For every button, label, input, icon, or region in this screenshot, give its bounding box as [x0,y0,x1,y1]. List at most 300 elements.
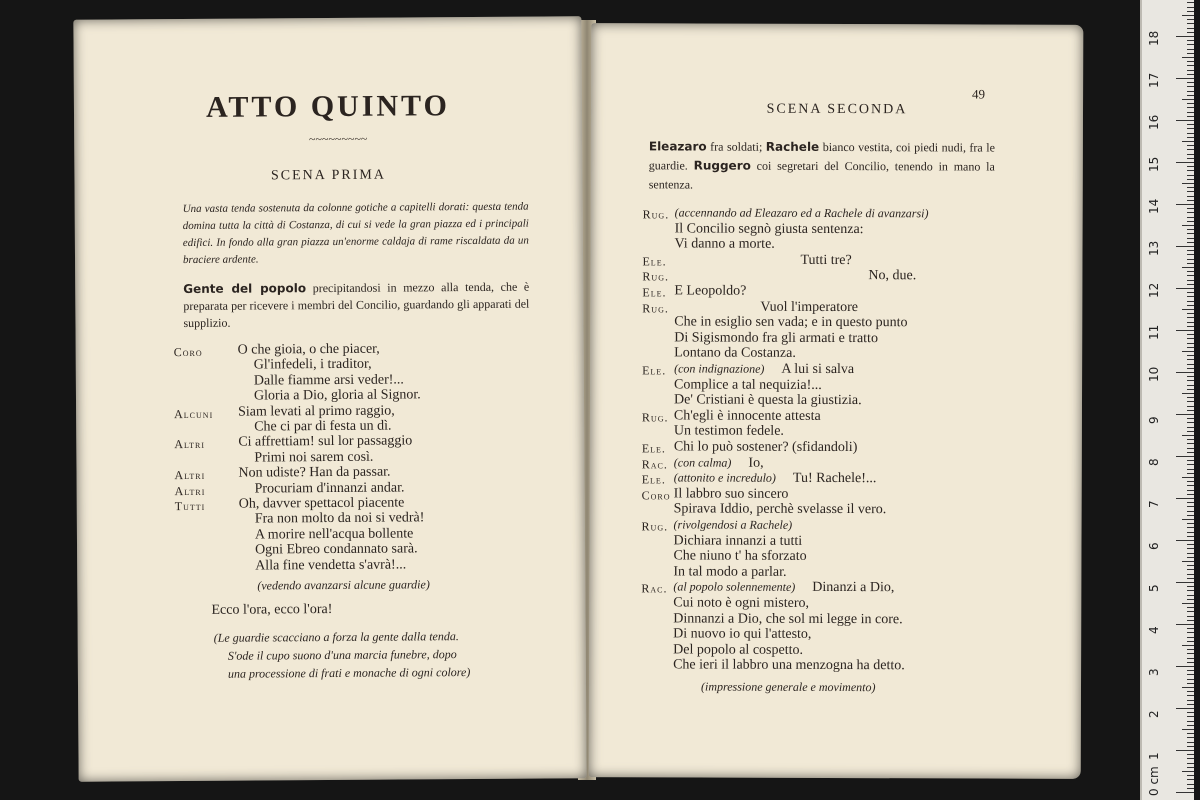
verse-text: Dinanzi a Dio, [812,580,895,596]
ruler-tick [1187,40,1194,41]
verse-line: Ci affrettiam! sul lor passaggio [238,433,413,451]
ruler-tick [1187,452,1194,453]
verse-text: Complice a tal nequizia!... [674,377,822,393]
ruler-tick [1187,145,1194,146]
verse-text: Vi danno a morte. [674,236,775,252]
ruler-tick [1187,217,1194,218]
ruler-tick [1187,301,1194,302]
left-page [73,16,586,782]
verse-text: A lui si salva [781,361,855,378]
ruler-tick [1187,259,1194,260]
dialogue-line [673,549,806,565]
ruler-tick [1187,494,1194,495]
ruler-tick [1187,410,1194,411]
ruler-tick [1187,620,1194,621]
ruler-tick [1176,288,1194,289]
ruler-tick [1187,385,1194,386]
ruler-tick [1187,607,1194,608]
verse-line: Gl'infedeli, i traditor, [253,357,372,373]
ruler-tick [1182,561,1194,562]
ruler-tick [1182,645,1194,646]
ruler-tick [1187,296,1194,297]
scene-intro [649,137,995,195]
verse-line: Ogni Ebreo condannato sarà. [255,541,418,558]
ruler-tick [1187,280,1194,281]
ruler-tick [1176,498,1194,499]
stage-note: (accennando ad Eleazaro ed a Rachele di avanzarsi) [674,205,929,221]
intro-text: fra soldati; [710,139,763,154]
ruler-tick [1187,422,1194,423]
ruler-tick [1187,208,1194,209]
dialogue-line [674,283,746,299]
measuring-ruler [1140,0,1194,800]
ruler-tick [1187,742,1194,743]
speaker-name: Altri [174,483,206,498]
ruler-tick [1187,548,1194,549]
ruler-tick [1187,179,1194,180]
ruler-tick [1187,683,1194,684]
ruler-tick [1187,229,1194,230]
verse-text: Spirava Iddio, perchè svelasse il vero. [673,501,887,518]
ruler-tick [1187,469,1194,470]
verse-line: Dalle fiamme arsi veder!... [253,372,404,389]
ruler-number: 13 [1147,240,1161,256]
verse-line: Che ci par di festa un dì. [254,418,392,435]
ruler-tick [1187,502,1194,503]
intro-text: coi segretari del Concilio, tenendo in mano la sentenza. [648,158,995,192]
verse-line: Primi noi sarem così. [254,449,374,466]
dialogue-line [674,361,854,378]
ruler-tick [1187,376,1194,377]
ruler-tick [1187,292,1194,293]
dialogue-line [868,269,916,285]
dialogue-line [673,564,786,580]
ruler-tick [1182,15,1194,16]
verse-text: Cui noto è ogni mistero, [673,595,810,611]
ruler-number: 15 [1147,156,1161,172]
ruler-number: 11 [1147,324,1161,340]
ruler-zero-label: 0 cm [1147,766,1161,796]
ruler-tick [1187,233,1194,234]
intro-text: bianco vestita, coi piedi nudi, fra le guardie. [648,139,995,173]
ruler-tick [1187,82,1194,83]
ruler-tick [1182,351,1194,352]
ruler-tick [1187,61,1194,62]
dialogue-line [673,642,803,658]
ruler-tick [1187,271,1194,272]
ruler-tick [1187,737,1194,738]
stage-note: (impressione generale e movimento) [700,679,876,695]
stage-note: (rivolgendosi a Rachele) [673,517,793,532]
stage-note: (con calma) [673,455,735,470]
ruler-tick [1187,2,1194,3]
verse-text: Vuol l'imperatore [760,299,859,315]
ruler-tick [1187,658,1194,659]
speaker-name: Coro [173,344,203,360]
ruler-tick [1187,595,1194,596]
ruler-tick [1187,574,1194,575]
ruler-tick [1187,523,1194,524]
dialogue-line [674,393,862,410]
ruler-number: 4 [1147,626,1161,634]
dialogue-line [674,315,907,332]
ruler-tick [1187,611,1194,612]
verse-line: Fra non molto da noi si vedrà! [254,510,425,527]
ruler-tick [1187,263,1194,264]
stage-note: (attonito e incredulo) [673,470,779,485]
scene-title: SCENA PRIMA [270,167,386,184]
ruler-tick [1187,212,1194,213]
ruler-tick [1176,120,1194,121]
ruler-number: 1 [1147,752,1161,760]
ruler-tick [1187,28,1194,29]
ruler-tick [1187,238,1194,239]
ruler-tick [1176,750,1194,751]
speaker-name: Rac. [641,581,668,596]
verse-text: E Leopoldo? [674,283,747,299]
stage-note: S'ode il cupo suono d'una marcia funebre, dopo [227,647,457,663]
speaker-name: Altri [174,468,206,483]
verse-text: Il Concilio segnò giusta sentenza: [674,221,864,237]
verse-text: Lontano da Costanza. [674,345,796,362]
verse-line: Gloria a Dio, gloria al Signor. [253,387,421,404]
dialogue-line [673,595,809,611]
stage-note: (vedendo avanzarsi alcune guardie) [257,577,430,593]
ruler-tick [1176,624,1194,625]
verse-text: Dinnanzi a Dio, che sol mi legge in core. [673,611,903,627]
page-number: 49 [972,86,986,102]
ruler-tick [1187,746,1194,747]
dialogue-line [675,237,775,253]
ruler-number: 6 [1147,542,1161,550]
speaker-name: Altri [174,437,206,452]
dialogue-line [674,486,789,502]
speaker-name: Tutti [174,498,206,514]
verse-text: Che ieri il labbro una menzogna ha detto. [673,657,905,674]
ruler-tick [1187,775,1194,776]
dialogue-line [800,253,851,269]
ruler-tick [1187,74,1194,75]
ruler-tick [1182,267,1194,268]
ruler-tick [1187,124,1194,125]
ruler-tick [1187,95,1194,96]
character-name: Rachele [765,139,820,154]
ruler-tick [1187,242,1194,243]
ruler-tick [1187,632,1194,633]
dialogue-line [674,471,877,488]
verse-text: Io, [748,455,764,471]
ruler-tick [1187,11,1194,12]
stage-direction: Una vasta tenda sostenuta da colonne gotiche a capitelli dorati: questa tenda domina tutta la città di Costanza, di cui si vede la gran piazza ed i principali edifici. In fondo alla gran piazza un'enorme caldaja di rame riscaldata da un braciere ardente. [182,200,529,267]
ruler-tick [1187,662,1194,663]
ruler-tick [1187,191,1194,192]
ruler-tick [1182,435,1194,436]
speaker-name: Ele. [642,363,667,378]
ruler-tick [1187,439,1194,440]
ruler-tick [1187,166,1194,167]
ruler-tick [1187,464,1194,465]
ruler-tick [1187,590,1194,591]
ruler-tick [1187,443,1194,444]
verse-line: Non udiste? Han da passar. [238,464,391,481]
verse-text: Un testimon fedele. [673,423,784,440]
ruler-tick [1187,427,1194,428]
ruler-tick [1187,754,1194,755]
ruler-tick [1187,569,1194,570]
ruler-tick [1187,544,1194,545]
ruler-tick [1176,666,1194,667]
ruler-tick [1187,565,1194,566]
character-name: Ruggero [693,158,751,173]
ruler-tick [1187,275,1194,276]
ruler-tick [1187,704,1194,705]
ruler-tick [1187,779,1194,780]
ruler-number: 2 [1147,710,1161,718]
ruler-tick [1182,309,1194,310]
ruler-tick [1187,322,1194,323]
ruler-number: 12 [1147,282,1161,298]
speaker-name: Alcuni [174,406,214,421]
ruler-tick [1176,246,1194,247]
dialogue-line [674,455,764,471]
ruler-tick [1176,582,1194,583]
ruler-tick [1187,763,1194,764]
ruler-tick [1176,330,1194,331]
verse-line: Oh, davver spettacol piacente [238,495,405,512]
verse-line: Siam levati al primo raggio, [238,403,395,420]
dialogue-line [674,502,887,519]
ruler-tick [1187,91,1194,92]
ruler-tick [1182,519,1194,520]
ruler-tick [1187,431,1194,432]
ruler-tick [1182,141,1194,142]
ruler-tick [1182,225,1194,226]
stage-note: (Le guardie scacciano a forza la gente dalla tenda. [213,629,459,645]
ruler-tick [1187,175,1194,176]
ruler-tick [1187,334,1194,335]
speaker-name: Rug. [642,300,669,316]
verse-text: Di nuovo io qui l'attesto, [673,626,812,643]
ruler-tick [1187,53,1194,54]
ruler-tick [1187,343,1194,344]
ruler-tick [1187,674,1194,675]
ruler-tick [1187,679,1194,680]
ruler-tick [1182,771,1194,772]
speaker-name: Rug. [641,410,669,425]
ruler-tick [1187,317,1194,318]
ruler-tick [1176,792,1194,793]
ruler-tick [1187,103,1194,104]
scene-intro [183,279,529,332]
ruler-tick [1187,649,1194,650]
speaker-name: Ele. [642,254,667,269]
ruler-tick [1187,700,1194,701]
speaker-name: Ele. [641,472,666,487]
ruler-tick [1187,355,1194,356]
verse-line: Procuriam d'innanzi andar. [254,480,405,497]
ruler-tick [1187,725,1194,726]
intro-text: precipitandosi in mezzo alla tenda, che è preparata per ricevere i membri del Concilio, guardando gli apparati del supplizio. [183,279,530,331]
speaker-name: Ele. [642,285,667,300]
ruler-tick [1176,456,1194,457]
ruler-tick [1187,616,1194,617]
ruler-tick [1176,708,1194,709]
ruler-tick [1187,460,1194,461]
ruler-tick [1187,691,1194,692]
ruler-tick [1187,70,1194,71]
dialogue-line [673,611,902,628]
verse-text: Dichiara innanzi a tutti [673,533,803,549]
ruler-tick [1182,687,1194,688]
ruler-tick [1187,359,1194,360]
speaker-name: Rug. [642,207,670,222]
ruler-number: 8 [1147,458,1161,466]
ruler-number: 3 [1147,668,1161,676]
ruler-tick [1182,183,1194,184]
dialogue-line [674,408,821,425]
ruler-tick [1187,128,1194,129]
ruler-tick [1187,553,1194,554]
ruler-tick [1187,158,1194,159]
ruler-number: 9 [1147,416,1161,424]
dialogue-line [674,424,784,440]
stage-note: una processione di frati e monache di ogni colore) [227,665,471,681]
ruler-number: 14 [1147,198,1161,214]
dialogue-line [673,533,802,549]
right-page [589,23,1084,779]
ruler-tick [1176,162,1194,163]
verse-line: A morire nell'acqua bollente [254,526,414,543]
ruler-tick [1187,506,1194,507]
ruler-tick [1187,196,1194,197]
ruler-tick [1187,170,1194,171]
dialogue-line [675,221,864,238]
ruler-tick [1187,44,1194,45]
verse-text: Del popolo al cospetto. [673,642,804,658]
verse-line: O che gioia, o che piacer, [237,341,380,358]
ruler-tick [1187,19,1194,20]
ruler-tick [1176,414,1194,415]
ruler-tick [1187,389,1194,390]
dialogue-line [674,517,793,533]
character-name: Eleazaro [648,139,707,154]
ruler-number: 5 [1147,584,1161,592]
verse-text: De' Cristiani è questa la giustizia. [673,392,862,409]
ruler-tick [1176,78,1194,79]
verse-text: Il labbro suo sincero [673,486,789,502]
dialogue-line [674,330,878,347]
ruler-tick [1187,250,1194,251]
ruler-number: 18 [1147,30,1161,46]
ruler-tick [1187,628,1194,629]
dialogue-line [674,346,796,362]
verse-text: Che niuno t' ha sforzato [673,548,807,565]
speaker-name: Ele. [641,441,666,456]
ruler-number: 16 [1147,114,1161,130]
ruler-tick [1187,401,1194,402]
ruler-tick [1187,481,1194,482]
ruler-tick [1187,557,1194,558]
ruler-tick [1187,758,1194,759]
ruler-tick [1187,133,1194,134]
ruler-tick [1187,448,1194,449]
dialogue-line [674,377,822,394]
ruler-tick [1187,397,1194,398]
ruler-tick [1187,347,1194,348]
stage-note: (al popolo solennemente) [673,579,799,595]
ruler-tick [1187,313,1194,314]
ruler-tick [1187,49,1194,50]
ruler-tick [1176,372,1194,373]
ruler-tick [1182,57,1194,58]
ruler-tick [1187,86,1194,87]
ruler-tick [1187,7,1194,8]
ruler-tick [1187,716,1194,717]
ruler-tick [1187,527,1194,528]
ruler-tick [1187,107,1194,108]
ruler-tick [1187,695,1194,696]
verse-text: Di Sigismondo fra gli armati e tratto [674,330,878,346]
verse-line: Alla fine vendetta s'avrà!... [255,557,407,574]
ruler-tick [1187,32,1194,33]
ruler-tick [1187,641,1194,642]
speaker-name: Rac. [641,456,668,472]
ruler-tick [1187,221,1194,222]
ruler-tick [1187,368,1194,369]
stage-note: (con indignazione) [674,361,768,376]
dialogue-line [675,205,929,222]
ruler-tick [1182,477,1194,478]
ruler-tick [1182,99,1194,100]
speaker-name: Rug. [642,269,670,284]
verse-text: Ch'egli è innocente attesta [673,408,821,424]
ruler-tick [1187,637,1194,638]
speaker-name: Rug. [641,519,669,534]
ruler-tick [1187,380,1194,381]
ruler-tick [1187,406,1194,407]
verse-text: Tutti tre? [800,252,852,268]
ruler-tick [1187,284,1194,285]
character-name: Gente del popolo [183,281,307,297]
ruler-tick [1187,490,1194,491]
dialogue-line [673,658,905,675]
dialogue-line [673,627,811,643]
ruler-tick [1187,532,1194,533]
ruler-tick [1187,364,1194,365]
ruler-tick [1187,473,1194,474]
ruler-tick [1187,670,1194,671]
ruler-tick [1187,788,1194,789]
ruler-tick [1187,254,1194,255]
verse-text: Chi lo può sostener? (sfidandoli) [673,439,858,456]
ruler-number: 7 [1147,500,1161,508]
ruler-tick [1187,586,1194,587]
ruler-tick [1176,204,1194,205]
ruler-tick [1182,393,1194,394]
verse-text: Tu! Rachele!... [792,471,877,487]
ruler-tick [1182,603,1194,604]
ruler-number: 10 [1147,366,1161,382]
ruler-tick [1187,511,1194,512]
ruler-tick [1187,137,1194,138]
ruler-tick [1187,65,1194,66]
ruler-tick [1187,112,1194,113]
ruler-tick [1187,418,1194,419]
ruler-tick [1187,653,1194,654]
speaker-name: Coro [641,488,671,503]
ruler-tick [1182,729,1194,730]
ruler-tick [1187,154,1194,155]
